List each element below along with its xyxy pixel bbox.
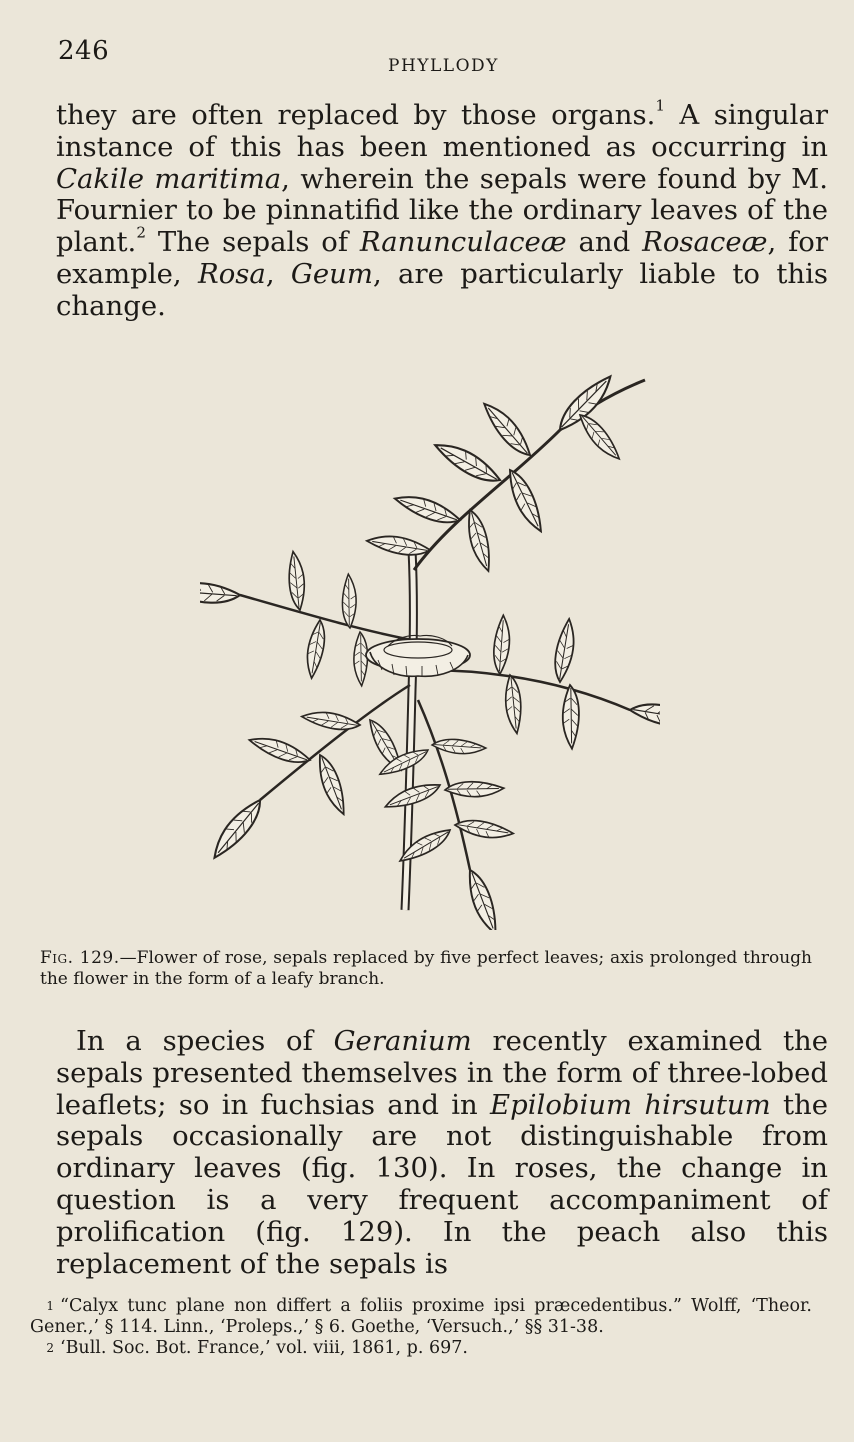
footnote-text: “Calyx tunc plane non differt a foliis proxime ipsi præcedentibus.” Wolff, ‘Theor. Gener.,’ § 114. Linn., ‘Proleps.,’ § 6. Goethe, ‘Versuch.,’ §§ 31-38.	[30, 1296, 812, 1337]
caption-text: —Flower of rose, sepals replaced by five perfect leaves; axis prolonged through the flower in the form of a leafy branch.	[40, 948, 812, 989]
text-run: , for example,	[56, 226, 828, 290]
text-run: the sepals occasionally are not distinguishable from ordinary leaves (fig. 130). In roses, the change in question is a very frequent accompaniment of prolification (fig. 129). In the peach also this replacement of the sepals is	[56, 1088, 828, 1280]
text-run: ,	[265, 257, 291, 290]
text-run: , wherein the sepals were found by M. Fournier to be pinnatifid like the ordinary leaves of the plant.	[56, 162, 829, 259]
text-run: and	[566, 226, 643, 259]
text-run: In a species of	[76, 1025, 334, 1057]
page-header	[58, 36, 824, 76]
footnote-ref-1[interactable]: 1	[655, 96, 665, 115]
page-number: 246	[58, 36, 110, 66]
text-run: The sepals of	[145, 226, 360, 259]
rose-illustration	[200, 370, 660, 930]
footnote-mark: 1	[46, 1299, 54, 1313]
text-run: A singular instance of this has been mentioned as occurring in	[56, 99, 828, 163]
text-run: recently examined the sepals presented themselves in the form of three-lobed leaflets; so in fuchsias and in	[56, 1025, 828, 1121]
family-name: Rosaceæ	[642, 226, 768, 259]
rose-engraving	[200, 370, 660, 930]
family-name: Ranunculaceæ	[359, 226, 567, 259]
footnote-1	[30, 1296, 812, 1338]
figure-caption	[40, 948, 812, 990]
footnote-2	[30, 1338, 812, 1359]
footnote-ref-2[interactable]: 2	[136, 223, 146, 242]
genus-name: Geum	[290, 257, 373, 290]
footnotes	[30, 1296, 812, 1359]
paragraph-2	[56, 1026, 828, 1280]
footnote-text: ‘Bull. Soc. Bot. France,’ vol. viii, 1861, p. 697.	[60, 1338, 468, 1358]
species-name: Cakile maritima	[56, 162, 282, 195]
genus-name: Rosa	[198, 257, 266, 290]
species-name: Epilobium hirsutum	[490, 1088, 771, 1121]
text-run: they are often replaced by those organs.	[56, 99, 656, 131]
text-run: , are particularly liable to this change.	[56, 257, 828, 322]
paragraph-1	[56, 96, 829, 323]
footnote-mark: 2	[46, 1341, 54, 1355]
running-head: PHYLLODY	[388, 56, 499, 76]
genus-name: Geranium	[333, 1025, 472, 1057]
figure-label: Fig. 129.	[40, 948, 120, 968]
